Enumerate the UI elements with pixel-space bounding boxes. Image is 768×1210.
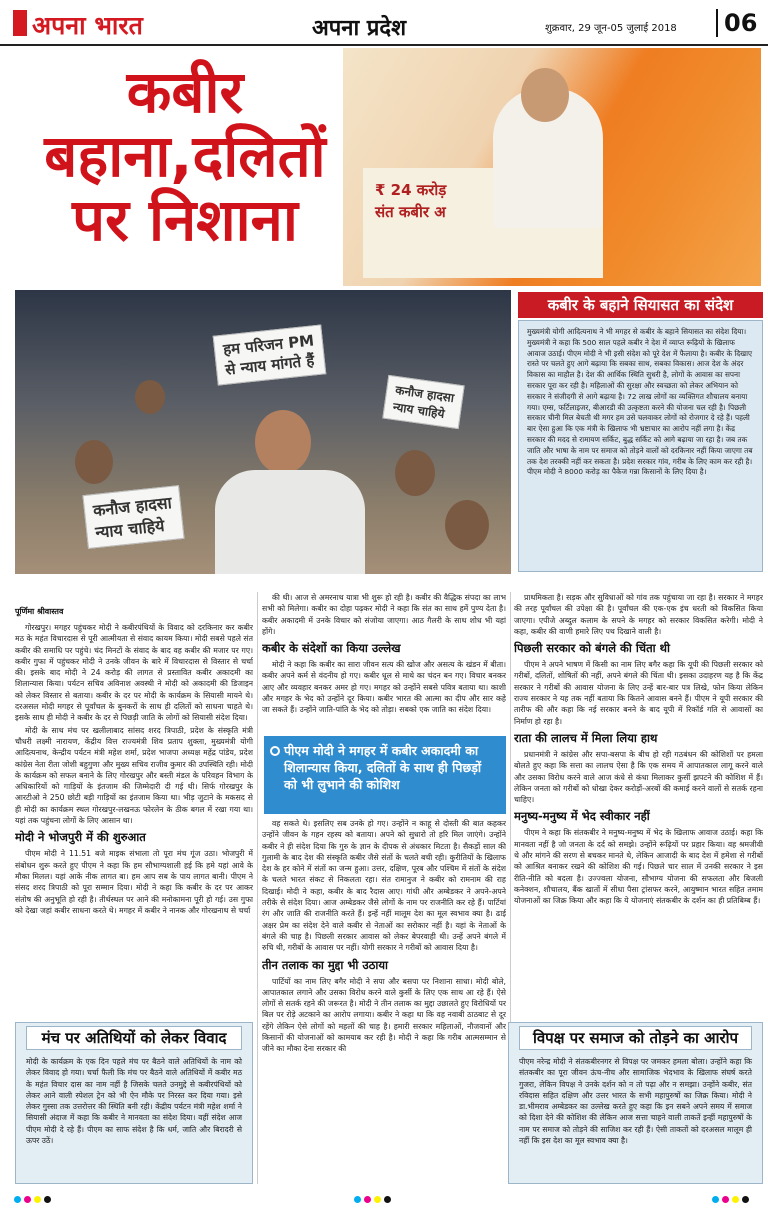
registration-dot (374, 1196, 381, 1203)
paragraph: की थी। आज से अमरनाथ यात्रा भी शुरू हो रही है। कबीर की वैद्धिक संपदा का लाभ सभी को मिलेगा। कबीर का दोहा पढ़कर मोदी ने कहा कि संत का साथ हमें पुण्य देता है। कबीर अकादमी में उनके विचार को संजोया जाएगा। आठ गैलरी के साथ शोध भी यहां होंगे। (262, 593, 506, 636)
column-rule (510, 592, 511, 1022)
article-column-2-top (262, 592, 506, 736)
article-column-3 (514, 592, 763, 1020)
paragraph: पार्टियों का नाम लिए बगैर मोदी ने सपा और बसपा पर निशाना साधा। मोदी बोले, आपातकाल लगाने और उसका विरोध करने वाले कुर्सी के लिए एक साथ आ रहे हैं। ऐसे लोगों से सतर्क रहने की जरूरत है। मोदी ने तीन तलाक का मुद्दा उछालते हुए विरोधियों पर बिल पर रोड़े अटकाने का आरोप लगाया। कबीर ने कहा था कि वह नवाबी ठाठबाट से दूर रहेंगे लेकिन ऐसे लोगों को महलों की चाह है। हमारी सरकार महिलाओं, नौजवानों और किसानों की योजनाओं को कामयाब कर रही है। मोदी ने कहा कि गरीब आत्मसम्मान से जीने का मौका देना सरकार की (262, 976, 506, 1054)
crowd-person (135, 380, 165, 414)
article-column-2-middle (262, 818, 506, 1080)
placard-text: कनौज हादसा (394, 383, 455, 406)
headline-line-1: कबीर (126, 58, 244, 126)
placard-1 (213, 324, 327, 385)
subheading: मोदी ने भोजपुरी में की शुरुआत (15, 830, 146, 845)
info-box-opposition (508, 1022, 763, 1184)
headline (20, 60, 350, 252)
page-number: 06 (716, 9, 757, 37)
paragraph: गोरखपुर। मगहर पहुंचकर मोदी ने कबीरपंथियों के विवाद को दरकिनार कर कबीर मठ के महंत विचारदास से पूरी आत्मीयता से संवाद कायम किया। मोदी सबसे पहले संत कबीर की समाधि पर पहुंचे। चंद मिनटों के संवाद के बाद वह कबीर की मजार पर गए। कबीर गुफा में पहुंचकर मोदी ने उनके जीवन के बारे में विचारदास से विस्तार से चर्चा की। इसके बाद मोदी ने 24 करोड़ की लागत से प्रस्तावित कबीर अकादमी का शिलान्यास किया। पर्यटन सचिव अविनाश अवस्थी ने मोदी को अकादमी की डिजाइन को लेकर विस्तार से बताया। कबीर के दर पर मोदी के कार्यक्रम के सियासी मायने थे। दरअसल मोदी मगहर से पूर्वांचल के बुनकरों के साथ ही दलितों को साधना चाहते थे। इसके साथ ही मोदी ने कबीर के दर से पिछड़ी जाति के लोगों को सियासी संदेश दिया। (15, 623, 253, 723)
pull-quote-text: पीएम मोदी ने मगहर में कबीर अकादमी का शिलान्यास किया, दलितों के साथ ही पिछड़ों को भी लुभाने की कोशिश (284, 743, 482, 792)
info-box-title: मंच पर अतिथियों को लेकर विवाद (26, 1026, 242, 1050)
registration-dot (34, 1196, 41, 1203)
crowd-person-shirt (215, 470, 365, 574)
board-text-1: ₹ 24 करोड़ (375, 181, 447, 199)
placard-text: न्याय चाहिये (94, 515, 166, 543)
crowd-person (255, 410, 311, 474)
paragraph: वह सकते थे। इसलिए सब उनके हो गए। उन्होंने न काहू से दोस्ती की बात कहकर उन्होंने जीवन के गहन रहस्य को बताया। अपने को सुधारो तो हरि मिल जाएंगे। उन्होंने कबीर ने ही संदेश दिया कि गुरु के ज्ञान के दीपक से अंधकार मिटता है। सैकड़ों साल की गुलामी के बाद देश की संस्कृति कबीर जैसे संतों के चलते बची रही। कुरीतियों के खिलाफ देश के हर कोने में संतों का जन्म हुआ। उत्तर, दक्षिण, पूरब और पश्चिम में संतों के संदेश के चलते भारत संकट से निकलता रहा। संत रामानुज ने कबीर को रामनाम की राह दिखाई। मोदी ने कहा, कबीर के बाद रैदास आए। गांधी और अम्बेडकर ने अपने-अपने तरीके से संदेश दिया। आज अम्बेडकर जैसे लोगों के नाम पर राजनीति कर रहे हैं। पार्टियां रंग और जाति की राजनीति करते हैं। इन्हें नहीं मालूम देश का मूल स्वभाव क्या है। ढाई अक्षर प्रेम का संदेश देने वाले कबीर से नेताओं का सरोकार नहीं है। यहां के नेताओं के बंगले की चाह है। पिछली सरकार आवास को लेकर बेपरवाही थी। उन्हें अपने बंगले में रुचि थी, गरीबों के आवास पर नहीं। योगी सरकार ने गरीबों को आवास दिया है। (262, 819, 506, 953)
section-title: अपना प्रदेश (312, 16, 407, 41)
subheading: तीन तलाक का मुद्दा भी उठाया (262, 957, 389, 972)
brand-mark (13, 10, 27, 36)
subheading: कबीर के संदेशों का किया उल्लेख (262, 641, 401, 656)
placard-text: हम परिजन PM (222, 331, 315, 359)
placard-text: से न्याय मांगते हैं (224, 351, 316, 379)
registration-dot (44, 1196, 51, 1203)
paragraph: पीएम ने अपने भाषण में किसी का नाम लिए बगैर कहा कि यूपी की पिछली सरकार को गरीबों, दलितों, शोषितों की नहीं, अपने बंगले की चिंता थी। इसका उदाहरण यह है कि केंद्र सरकार ने गरीबों की आवास योजना के लिए उन्हें बार-बार पत्र लिखे, फोन किया लेकिन राज्य सरकार ने यह तक नहीं बताया कि कितने आवास बनने हैं। पीएम ने यूपी सरकार की तारीफ की और कहा कि नई सरकार बनने के बाद यूपी में रिकॉर्ड गति से आवासों का निर्माण हो रहा है। (514, 660, 763, 726)
registration-dot (14, 1196, 21, 1203)
registration-dot (742, 1196, 749, 1203)
registration-dot (712, 1196, 719, 1203)
subheading: मनुष्य-मनुष्य में भेद स्वीकार नहीं (514, 809, 650, 824)
placard-text: न्याय चाहिये (392, 399, 446, 421)
placard-2 (82, 485, 184, 549)
registration-dot (722, 1196, 729, 1203)
pull-quote (264, 736, 506, 814)
subheading: राता की लालच में मिला लिया हाथ (514, 730, 658, 745)
print-registration-marks (0, 1190, 768, 1210)
headline-line-3: पर निशाना (72, 186, 298, 254)
paragraph: मोदी के साथ मंच पर खलीलाबाद सांसद शरद त्रिपाठी, प्रदेश के संस्कृति मंत्री चौधरी लक्ष्मी नारायण, केंद्रीय वित्त राज्यमंत्री शिव प्रताप शुक्ला, मुख्यमंत्री योगी आदित्यनाथ, केन्द्रीय पर्यटन मंत्री महेश शर्मा, प्रदेश भाजपा अध्यक्ष महेंद्र पांडेय, प्रदेश कांग्रेस नेता रीता जोशी बहुगुणा और मुख्य सचिव राजीव कुमार की उपस्थिति रही। मोदी के कार्यक्रम को सफल बनाने के लिए गोरखपुर और बस्ती मंडल के परिवहन विभाग के अधिकारियों को गाड़ियों के इंतजाम की जिम्मेदारी दी गई थी। सिर्फ गोरखपुर के आरटीओ ने 250 छोटी बड़ी गाड़ियों का इंतजाम किया था। भीड़ जुटाने के मकसद से ही मोदी का कार्यक्रम स्थल गोरखपुर-लखनऊ फोरलेन के ठीक बगल में रखा गया था। यहां तक पहुंचना लोगों के लिए आसान था। (15, 725, 253, 826)
registration-dot (364, 1196, 371, 1203)
paragraph: मोदी ने कहा कि कबीर का सारा जीवन सत्य की खोज और असत्य के खंडन में बीता। कबीर अपने कर्म से वंदनीय हो गए। कबीर धूल से माथे का चंदन बन गए। विचार बनकर आए और व्यवहार बनकर अमर हो गए। मगहर को उन्होंने सबसे पवित्र बताया था। काशी और मगहर के भेद को उन्होंने दूर किया। कबीर भारत की आत्मा का दीप और सार कहे जा सकते हैं। उन्होंने जाति-पांति के भेद को तोड़ा। सबको एक जाति का संदेश दिया। (262, 660, 506, 715)
issue-date: शुक्रवार, 29 जून-05 जुलाई 2018 (545, 23, 677, 34)
article-column-1 (15, 622, 253, 1020)
board-text-2: संत कबीर अ (375, 203, 446, 221)
crowd-person (75, 440, 113, 484)
paragraph: पीएम मोदी ने 11.51 बजे माइक संभाला तो पूरा मंच गूंज उठा। भोजपुरी में संबोधन शुरू करते हुए पीएम ने कहा कि हम सौभाग्यशाली हई कि हमे यहां आवे के मौका मिलल। यहां आके नीक लागत बा। हम आप सब के पाय लागत बानी। पीएम ने संसद शरद त्रिपाठी को पूरा सम्मान दिया। मोदी ने कहा कि कबीर के दर पर आकर संतोष की अनुभूति हो रही है। तीर्थस्थल पर आने की मनोकामना पूरी हो गई। उस गुफा को देखा जहां कबीर साधना करते थे। मगहर में कबीर ने नानक और गोरखनाथ से चर्चा (15, 849, 253, 915)
info-box-text: पीएम नरेन्द्र मोदी ने संतकबीरनगर से विपक्ष पर जमकर हमला बोला। उन्होंने कहा कि संतकबीर का पूरा जीवन ऊंच-नीच और सामाजिक भेदभाव के खिलाफ संघर्ष करते गुजरा, लेकिन विपक्ष ने उनके दर्शन को न तो पढ़ा और न समझा। उन्होंने कबीर, संत रविदास सहित दक्षिण और उत्तर भारत के सभी महापुरुषों का जिक्र किया। मोदी ने डा.भीमराव अम्बेडकर का उल्लेख करते हुए कहा कि इन सबने अपने समय में समाज को दिशा देने की कोशिश की लेकिन आज सत्ता चाहने वाली ताकतें इन्हीं महापुरुषों के नाम पर समाज को तोड़ने की साजिश कर रही हैं। ऐसी ताकतों को दरअसल मालूम ही नहीं कि इस देश का मूल स्वभाव क्या है। (519, 1057, 752, 1146)
crowd-person (395, 450, 435, 496)
sidebar-story: मुख्यमंत्री योगी आदित्यनाथ ने भी मगहर से कबीर के बहाने सियासत का संदेश दिया। मुख्यमंत्री ने कहा कि 500 साल पहले कबीर ने देश में व्याप्त रूढ़ियों के खिलाफ आवाज उठाई। पीएम मोदी ने भी इसी संदेश को पूरे देश में फैलाया है। कबीर के दिखाए रास्ते पर चलते हुए आगे बढ़ाया कि सबका साथ, सबका विकास। आज देश के अंदर विकास का माहौल है। देश की आर्थिक स्थिति सुधरी है, लोगों के आवास का सपना सरकार पूरा कर रही है। महिलाओं की सुरक्षा और स्वच्छता को लेकर अभियान को सरकार ने संजीदगी से आगे बढ़ाया है। 72 लाख लोगों का व्यक्तिगत शौचालय बनाया गया। एम्स, फर्टिलाइजर, बीआरडी की उत्कृष्टता करने की योजना चल रही है। पिछली सरकार चीनी मिल बेचती थी मगर हम उसे चलवाकर लोगों को रोजगार दे रहे हैं। पहली बार ऐसा हुआ कि एक मंत्री के खिलाफ भी भ्रष्टाचार का आरोप नहीं लगा है। केंद्र सरकार की मदद से रामायण सर्किट, बुद्ध सर्किट को आगे बढ़ाया जा रहा है। जब तक जाति और भाषा के नाम पर समाज को तोड़ने वालों को दरकिनार नहीं किया जाएगा तब तक देश तरक्की नहीं कर सकता है। प्रदेश सरकार गांव, गरीब के लिए काम कर रही है। पीएम मोदी ने 8000 करोड़ का पैकेज गन्ना किसानों के लिए दिया है। (518, 320, 763, 572)
paragraph: प्राथमिकता है। सड़क और सुविधाओं को गांव तक पहुंचाया जा रहा है। सरकार ने मगहर की तरह पूर्वांचल की उपेक्षा की है। पूर्वांचल की एक-एक इंच धरती को विकसित किया जाएगा। एपीजे अब्दुल कलाम के सपने के मगहर को सरकार विकसित करेगी। मोदी ने कहा, कबीर की वाणी हमारे लिए पथ दिखाने वाली है। (514, 593, 763, 636)
placard-text: कनौज हादसा (92, 492, 173, 521)
speaker-head (521, 68, 569, 122)
brand-name: अपना भारत (32, 11, 143, 40)
crowd-protest-photo (15, 290, 511, 574)
crowd-person (445, 500, 489, 550)
bullet-icon (270, 746, 280, 756)
story-banner: कबीर के बहाने सियासत का संदेश (518, 292, 763, 318)
placard-3 (382, 375, 465, 429)
paragraph: प्रधानमंत्री ने कांग्रेस और सपा-बसपा के बीच हो रही गठबंधन की कोशिशों पर हमला बोलते हुए कहा कि सत्ता का लालच ऐसा है कि एक समय में आपातकाल लागू करने वाले और उसका विरोध करने वाले आज कंधे से कंधा मिलाकर कुर्सी झपटने की कोशिश में हैं। लेकिन जनता को गरीबों को धोखा देकर करोड़ों-अरबों की कमाई करने वालों से सतर्क रहना चाहिए। (514, 749, 763, 805)
registration-dot (732, 1196, 739, 1203)
subheading: पिछली सरकार को बंगले की चिंता थी (514, 641, 670, 656)
byline: पूर्णिमा श्रीवास्तव (15, 607, 64, 616)
hero-photo-modi-speech (343, 48, 761, 286)
headline-line-2: बहाना,दलितों (44, 122, 326, 190)
info-box-stage-controversy (15, 1022, 253, 1184)
registration-dot (24, 1196, 31, 1203)
info-box-text: मोदी के कार्यक्रम के एक दिन पहले मंच पर बैठने वाले अतिथियों के नाम को लेकर विवाद हो गया। चर्चा फैली कि मंच पर बैठने वाले अतिथियों में कबीर मठ के महंत विचार दास का नाम नहीं है जिसके चलते उनमुद्दे से कबीरपंथियों को लेकर आने वाली स्पेशल ट्रेन को भी ऐन मौके पर निरस्त कर दिया गया। इसे लेकर गुस्सा तक उत्तरोत्तर की स्थिति बनी रही। केंद्रीय पर्यटन मंत्री महेश शर्मा ने सियासी अंदाज में कहा कि कबीर ने मानवता का संदेश दिया। वहीं संदेश आज पीएम मोदी दे रहे हैं। पीएम का साफ संदेश है कि धर्म, जाति और बिरादरी से ऊपर उठें। (26, 1057, 242, 1146)
column-rule (257, 592, 258, 1184)
paragraph: पीएम ने कहा कि संतकबीर ने मनुष्य-मनुष्य में भेद के खिलाफ आवाज उठाई। कहा कि मानवता नहीं है जो जनता के दर्द को समझे। उन्होंने रूढ़ियों पर प्रहार किया। वह श्रमजीवी थे और मांगने की सरण से बचकर मानते थे, लेकिन आजादी के बाद देश में हमेशा से गरीबों को आश्रित बनाकर रखने की कोशिश की गई। पिछले चार साल में उनकी सरकार ने इस रीति-नीति को बदला है। उज्ज्वला योजना, सौभाग्य योजना की सफलता और बिजली कनेक्शन, शौचालय, बैंक खातों में सीधा पैसा ट्रांसफर करने, आयुष्मान भारत सहित तमाम योजनाओं का जिक्र किया और कहा कि ये योजनाएं संतकबीर के दर्शन का ही प्रतिबिम्ब हैं। (514, 828, 763, 906)
registration-dot (384, 1196, 391, 1203)
info-box-title: विपक्ष पर समाज को तोड़ने का आरोप (519, 1026, 752, 1050)
registration-dot (354, 1196, 361, 1203)
masthead (0, 0, 768, 46)
